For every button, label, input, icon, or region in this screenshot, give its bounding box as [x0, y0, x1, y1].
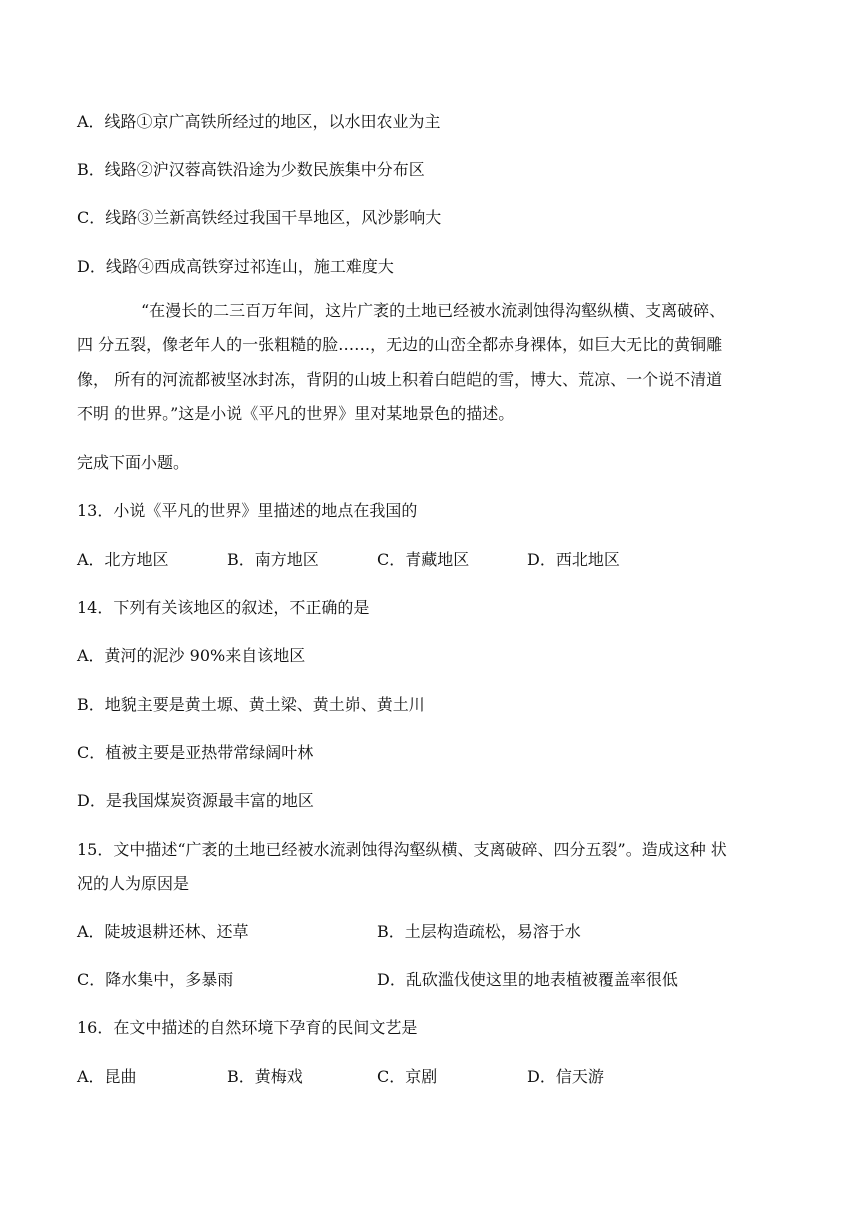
passage-line-4: 不明 的世界。”这是小说《平凡的世界》里对某地景色的描述。: [77, 404, 515, 423]
q13-option-d: D．西北地区: [527, 550, 620, 569]
q12-option-b: B．线路②沪汉蓉高铁沿途为少数民族集中分布区: [77, 160, 425, 179]
q12-option-d: D．线路④西成高铁穿过祁连山，施工难度大: [77, 257, 394, 276]
q16-stem: 16．在文中描述的自然环境下孕育的民间文艺是: [77, 1018, 418, 1037]
q14-option-a: A．黄河的泥沙 90%来自该地区: [77, 646, 306, 665]
q14-option-b: B．地貌主要是黄土塬、黄土梁、黄土峁、黄土川: [77, 695, 425, 714]
q16-option-d: D．信天游: [527, 1067, 604, 1086]
passage-line-2: 四 分五裂，像老年人的一张粗糙的脸……，无边的山峦全都赤身裸体，如巨大无比的黄铜雕: [77, 335, 723, 354]
q15-option-c: C．降水集中，多暴雨: [77, 970, 234, 989]
q15-option-a: A．陡坡退耕还林、还草: [77, 922, 249, 941]
q12-option-c: C．线路③兰新高铁经过我国干旱地区，风沙影响大: [77, 208, 442, 227]
q15-option-d: D．乱砍滥伐使这里的地表植被覆盖率很低: [377, 970, 678, 989]
q15-option-b: B．土层构造疏松，易溶于水: [377, 922, 581, 941]
q13-option-a: A．北方地区: [77, 550, 169, 569]
q16-option-c: C．京剧: [377, 1067, 438, 1086]
q14-option-c: C．植被主要是亚热带常绿阔叶林: [77, 743, 314, 762]
q15-stem-line-2: 况的人为原因是: [77, 874, 190, 893]
q13-stem: 13．小说《平凡的世界》里描述的地点在我国的: [77, 501, 418, 520]
q12-option-a: A．线路①京广高铁所经过的地区，以水田农业为主: [77, 112, 441, 131]
instruction-text: 完成下面小题。: [77, 453, 190, 472]
q13-option-b: B．南方地区: [227, 550, 319, 569]
q16-option-b: B．黄梅戏: [227, 1067, 303, 1086]
q13-option-c: C．青藏地区: [377, 550, 470, 569]
q15-stem-line-1: 15．文中描述“广袤的土地已经被水流剥蚀得沟壑纵横、支离破碎、四分五裂”。造成这种 状: [77, 840, 727, 859]
q14-option-d: D．是我国煤炭资源最丰富的地区: [77, 791, 314, 810]
q14-stem: 14．下列有关该地区的叙述，不正确的是: [77, 598, 370, 617]
q16-option-a: A．昆曲: [77, 1067, 137, 1086]
passage-line-3: 像， 所有的河流都被坚冰封冻，背阴的山坡上积着白皑皑的雪，博大、荒凉、一个说不清道: [77, 370, 723, 389]
passage-line-1: “在漫长的二三百万年间，这片广袤的土地已经被水流剥蚀得沟壑纵横、支离破碎、: [141, 301, 726, 320]
